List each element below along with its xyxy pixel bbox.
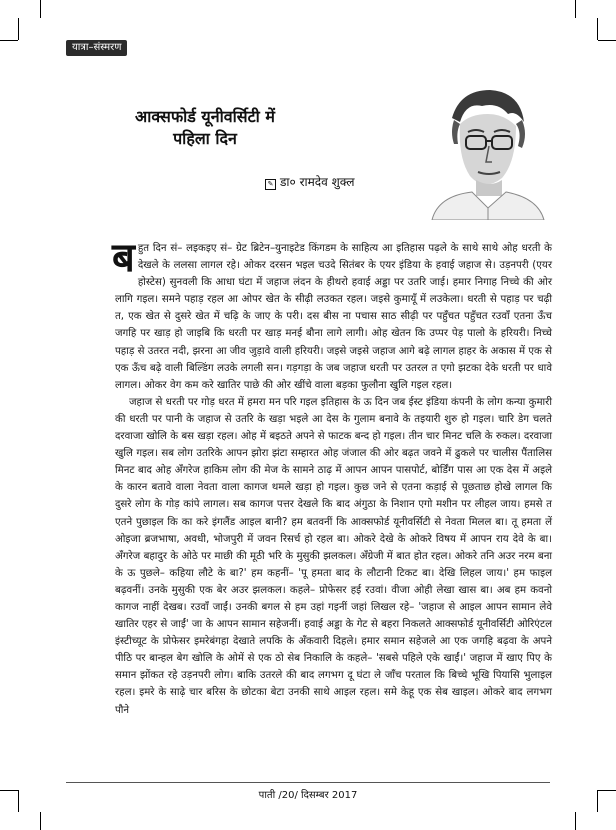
paragraph bbox=[112, 235, 552, 394]
paragraph: जहाज से धरती पर गोड़ धरत में हमरा मन परि गइल इतिहास के ऊ दिन जब ईस्ट इंडिया कंपनी के लोग कन्या कुमारी की धरती पर पानी के जहाज से उतरि के खड़ा भइले आ देस के गुलाम बनावे के तइयारी शुरु हो गइल। चारि डेग चलते दरवाजा खोलि के बस खड़ा रहल। ओह में बइठते अपने से फाटक बन्द हो गइल। तीन चार मिनट चलि के रुकल। दरवाजा खुलि गइल। सब लोग उतरिके आपन झोरा झंटा सम्हारत ओह जंजाल की ओर बढ़त जवने में ढुकले पर चालीस पैंतालिस मिनट बाद ओह अँगरेज हाकिम लोग की मेज के सामने ठाढ़ में आपन आपन पासपोर्ट, बोर्डिंग पास आ एक देस में अइले के कारन बतावे वाला नेवता वाला कागज थमले खड़ा हो गइल। कुछ जने से एतना कड़ाई से पूछताछ होखे लागल कि दुसरे लोग के गोड़ कांपे लागल। सब कागज पत्तर देखले कि बाद अंगुठा के निशान एगो मशीन पर लीहल जाय। हमसे त एतने पुछाइल कि का करे इंगलैंड आइल बानी? हम बतवनीं कि आक्सफोर्ड यूनीवर्सिटी से नेवता मिलल बा। तू हमता लें ओइजा ब्रजभाषा, अवधी, भोजपुरी में जवन रिसर्च हो रहल बा। ओकरे देखे के ओकरे विषय में आपन राय देवे के बा। अँगरेज बहादुर के ओठे पर माछी की मूठी भरि के मुसुकी झलकल। अँग्रेजी में बात होत रहल। ओकरे तनि अउर नरम बना के ऊ पुछले– कहिया लौटे के बा?' हम कहनीं– 'पू हमता बाद के लौटानी टिकट बा। देखि लिहल जाय।' हम फाइल बढ़वनीं। उनके मुसुकी एक बेर अउर झलकल। कहले– प्रोफेसर हई रउवां। वीजा ओही लेखा खास बा। अब हम कवनो कागज नाहीं देखब। रउवाँ जाईं। उनकी बगल से हम उहां गइनीं जहां लिखल रहे– 'जहाज से आइल आपन सामान लेवे खातिर एहर से जाईं' जा के आपन सामान सहेजनीं। हवाई अड्डा के गेट से बहरा निकलते आक्सफोर्ड यूनीवर्सिटी ओरिएंटल इंस्टीच्यूट के प्रोफेसर इमरेबंगहा देखाते लपकि के अँकवारी दिहले। हमार समान सहेजले आ एक जगहि बढ़वा के अपने पीठि पर बान्हल बेग खोलि के ओमें से एक ठो सेब निकालि के कहले– 'सबसे पहिले एके खाईं।' जहाज में खाए पिए के समान झोंकत रहे उड़नपरी लोग। बाकि उतरले की बाद लगभग दू घंटा ले जाँच परताल कि बिच्चे भूखि पियासि भुलाइल रहल। इमरे के साढ़े चार बरिस के छोटका बेटा उनकी साथे आइल रहल। समे केहू एक सेब खाइल। ओकरे बाद लगभग पौने bbox=[115, 396, 552, 716]
title-line-1: आक्सफोर्ड यूनीवर्सिटी में bbox=[135, 107, 275, 126]
crop-mark bbox=[18, 18, 19, 40]
crop-mark bbox=[598, 40, 616, 41]
drop-cap: ब bbox=[112, 235, 135, 281]
crop-mark bbox=[40, 0, 41, 18]
footer-divider bbox=[66, 782, 550, 783]
author-name: डा० रामदेव शुक्ल bbox=[280, 175, 355, 189]
author-photo bbox=[412, 80, 550, 220]
crop-mark bbox=[597, 18, 598, 40]
crop-mark bbox=[40, 812, 41, 830]
pen-icon: ✎ bbox=[265, 179, 276, 190]
paragraph-text: हुत दिन सं– लइकइए सं– ग्रेट ब्रिटेन–युनाइटेड किंगडम के साहित्य आ इतिहास पढ़ले के साथे साथे ओह धरती के देखले के ललसा लागल रहे। ओकर दरसन भइल चउदे सितंबर के एयर इंडिया के हवाई जहाज से। उड़नपरी (एयर होस्टेस) सुनवली कि आधा घंटा में जहाज लंदन के हीथरो हवाई अड्डा पर उतरि जाई। हमार निगाह निच्चे की ओर लागि गइल। समने पहाड़ रहल आ ओपर खेत के सीढ़ी लउकत रहल। जइसे कुमायूँ में लउकेला। धरती से पहाड़ पर चढ़ी त, एक खेत से दुसरे खेत में चढ़ि के जाए के परी। दस बीस ना पचास साठ सीढ़ी पर पहुँचत पहुँचत रउवाँ एतना ऊँच जगहि पर खाड़ हो जाइबि कि धरती पर खाड़ मनई बौना लागे लागी। ओह खेतन कि उप्पर पेड़ पालो के हरियरी। निच्चे पहाड़ से उतरत नदी, झरना आ जीव जुड़ावे वाली हरियरी। जइसे जइसे जहाज आगे बढ़े लागल हाहर के अकास में एक से एक ऊँच बढ़े वाली बिल्डिंग लउके लगली सन। गड़गड़ा के जब जहाज धरती पर उतरल त एगो झटका देके धरती पर धावे लागल। ओकर वेग कम करे खातिर पाछे की ओर खींचे वाला बड़का फुलौना खुलि गइल रहल। bbox=[115, 243, 552, 391]
author-portrait-sketch bbox=[412, 80, 550, 220]
section-tag: यात्रा–संस्मरण bbox=[66, 40, 127, 56]
crop-mark bbox=[575, 0, 576, 18]
crop-mark bbox=[0, 40, 18, 41]
author-byline bbox=[265, 173, 354, 190]
crop-mark bbox=[575, 812, 576, 830]
article-body bbox=[112, 235, 552, 719]
article-title bbox=[100, 106, 310, 150]
page-footer: पाती /20/ दिसम्बर 2017 bbox=[258, 790, 358, 801]
title-line-2: पहिला दिन bbox=[173, 129, 237, 148]
